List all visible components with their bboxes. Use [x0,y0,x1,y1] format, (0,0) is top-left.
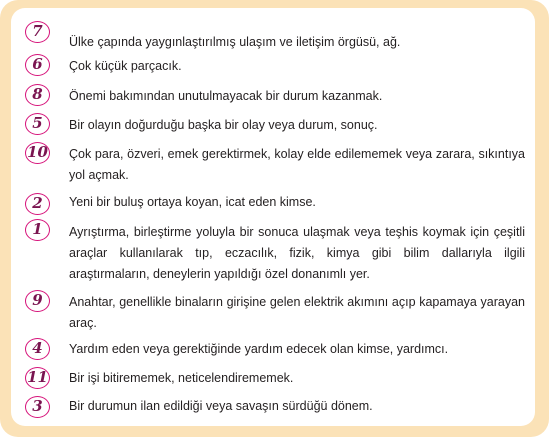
answer-number: 6 [25,54,50,76]
answer-number: 5 [25,113,50,135]
answer-number: 8 [25,84,50,106]
definition-text: Bir durumun ilan edildiği veya savaşın sürdüğü dönem. [69,399,373,413]
answer-number: 2 [25,193,50,215]
answer-number: 9 [25,290,50,312]
answer-number: 1 [25,219,50,241]
definition-text: Yardım eden veya gerektiğinde yardım edecek olan kimse, yardımcı. [69,342,449,356]
definition-text: Bir olayın doğurduğu başka bir olay veya durum, sonuç. [69,118,378,132]
answer-number: 3 [25,396,50,418]
definition-text: Anahtar, genellikle binaların girişine gelen elektrik akımını açıp kapamaya yarayan araç. [69,295,525,330]
definition-text: Bir işi bitirememek, neticelendirememek. [69,371,294,385]
definitions-panel [11,8,535,426]
answer-number: 4 [25,338,50,360]
definition-text: Yeni bir buluş ortaya koyan, icat eden kimse. [69,195,316,209]
answer-number: 10 [25,142,50,164]
definition-text: Önemi bakımından unutulmayacak bir durum kazanmak. [69,89,383,103]
answer-number: 11 [25,367,50,389]
definition-text: Ülke çapında yaygınlaştırılmış ulaşım ve iletişim örgüsü, ağ. [69,35,401,49]
definition-text: Çok küçük parçacık. [69,59,182,73]
answer-number: 7 [25,21,50,43]
definition-text: Çok para, özveri, emek gerektirmek, kolay elde edilememek veya zarara, sıkıntıya yol açmak. [69,147,525,182]
definition-text: Ayrıştırma, birleştirme yoluyla bir sonuca ulaşmak veya teşhis koymak için çeşitli araçlar kullanılarak tıp, eczacılık, fizik, kimya gibi bilim dallarıyla ilgili araştırmaların, deneylerin yapıldığı özel donanımlı yer. [69,225,525,281]
